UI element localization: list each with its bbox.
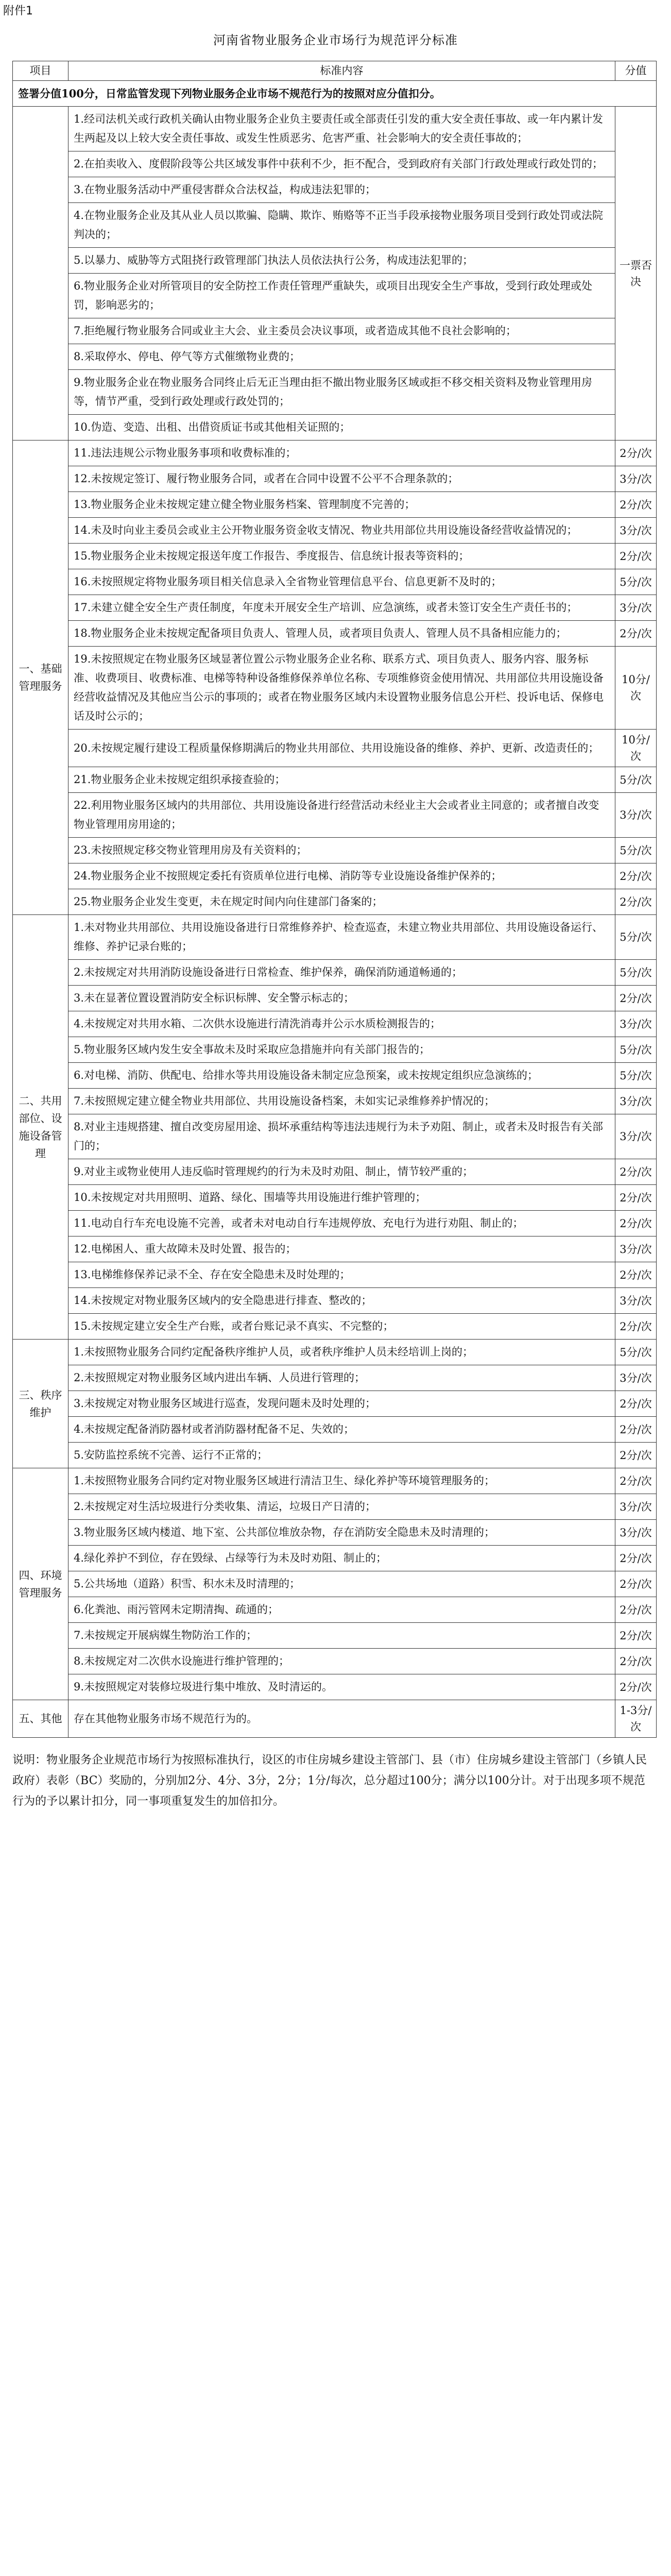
standard-text: 1.未对物业共用部位、共用设施设备进行日常维修养护、检查巡查，未建立物业共用部位、共用设施设备运行、维修、养护记录台账的； (68, 915, 615, 960)
table-row (13, 986, 657, 1011)
table-row (13, 492, 657, 518)
table-row (13, 1520, 657, 1546)
table-row (13, 151, 657, 177)
table-row (13, 767, 657, 793)
standard-text: 15.未按规定建立安全生产台账，或者台账记录不真实、不完整的； (68, 1314, 615, 1340)
header-project: 项目 (13, 61, 68, 81)
table-row (13, 1314, 657, 1340)
score-cell: 5分/次 (615, 915, 657, 960)
table-row (13, 1011, 657, 1037)
score-cell: 3分/次 (615, 466, 657, 492)
standard-text: 12.电梯困人、重大故障未及时处置、报告的； (68, 1236, 615, 1262)
score-cell: 3分/次 (615, 1114, 657, 1159)
standard-text: 20.未按规定履行建设工程质量保修期满后的物业共用部位、共用设施设备的维修、养护、更新、改造责任的； (68, 730, 615, 767)
standard-text: 3.未按规定对物业服务区域进行巡查，发现问题未及时处理的； (68, 1391, 615, 1417)
table-body (13, 81, 657, 1738)
table-row (13, 647, 657, 730)
score-cell: 2分/次 (615, 544, 657, 569)
table-row (13, 1089, 657, 1114)
score-cell: 2分/次 (615, 621, 657, 647)
standard-text: 5.以暴力、威胁等方式阻挠行政管理部门执法人员依法执行公务，构成违法犯罪的； (68, 248, 615, 274)
table-row (13, 440, 657, 466)
table-row (13, 1391, 657, 1417)
score-cell: 5分/次 (615, 960, 657, 986)
standard-text: 4.绿化养护不到位，存在毁绿、占绿等行为未及时劝阻、制止的； (68, 1546, 615, 1571)
table-row (13, 344, 657, 370)
table-row (13, 415, 657, 440)
score-cell: 2分/次 (615, 1623, 657, 1649)
table-row (13, 1571, 657, 1597)
table-row (13, 1288, 657, 1314)
score-cell: 3分/次 (615, 1288, 657, 1314)
score-cell: 5分/次 (615, 1037, 657, 1063)
category-cell: 二、共用部位、设施设备管理 (13, 915, 68, 1340)
standard-text: 4.在物业服务企业及其从业人员以欺骗、隐瞒、欺诈、贿赂等不正当手段承接物业服务项目受到行政处罚或法院判决的； (68, 203, 615, 248)
score-cell: 2分/次 (615, 1417, 657, 1443)
table-row (13, 1063, 657, 1089)
category-cell: 三、秩序维护 (13, 1340, 68, 1468)
score-cell: 2分/次 (615, 1597, 657, 1623)
score-cell: 2分/次 (615, 1314, 657, 1340)
score-cell: 10分/次 (615, 730, 657, 767)
score-cell: 2分/次 (615, 440, 657, 466)
standard-text: 5.物业服务区域内发生安全事故未及时采取应急措施并向有关部门报告的； (68, 1037, 615, 1063)
standard-text: 12.未按规定签订、履行物业服务合同，或者在合同中设置不公平不合理条款的； (68, 466, 615, 492)
table-row (13, 595, 657, 621)
standard-text: 8.采取停水、停电、停气等方式催缴物业费的； (68, 344, 615, 370)
score-cell: 3分/次 (615, 1236, 657, 1262)
standard-text: 7.未按照规定建立健全物业共用部位、共用设施设备档案，未如实记录维修养护情况的； (68, 1089, 615, 1114)
standard-text: 5.公共场地（道路）积雪、积水未及时清理的； (68, 1571, 615, 1597)
standard-text: 18.物业服务企业未按规定配备项目负责人、管理人员，或者项目负责人、管理人员不具备相应能力的； (68, 621, 615, 647)
table-row (13, 793, 657, 838)
score-cell: 3分/次 (615, 1089, 657, 1114)
standard-text: 22.利用物业服务区域内的共用部位、共用设施设备进行经营活动未经业主大会或者业主同意的；或者擅自改变物业管理用房用途的； (68, 793, 615, 838)
score-cell: 2分/次 (615, 1185, 657, 1211)
standard-text: 9.未按照规定对装修垃圾进行集中堆放、及时清运的。 (68, 1674, 615, 1700)
category-cell: 五、其他 (13, 1700, 68, 1738)
standard-text: 8.未按规定对二次供水设施进行维护管理的； (68, 1649, 615, 1674)
table-row (13, 1443, 657, 1468)
category-cell: 一、基础管理服务 (13, 440, 68, 915)
score-cell: 2分/次 (615, 1211, 657, 1236)
standard-text: 13.电梯维修保养记录不全、存在安全隐患未及时处理的； (68, 1262, 615, 1288)
standard-text: 6.对电梯、消防、供配电、给排水等共用设施设备未制定应急预案，或未按规定组织应急演练的； (68, 1063, 615, 1089)
table-row (13, 1185, 657, 1211)
table-row (13, 1597, 657, 1623)
standard-text: 2.在拍卖收入、度假阶段等公共区域发事件中获利不少，拒不配合，受到政府有关部门行政处理或行政处罚的； (68, 151, 615, 177)
standard-text: 9.对业主或物业使用人违反临时管理规约的行为未及时劝阻、制止，情节较严重的； (68, 1159, 615, 1185)
score-cell: 5分/次 (615, 838, 657, 863)
table-row (13, 1546, 657, 1571)
score-cell: 3分/次 (615, 1494, 657, 1520)
scoring-table (12, 61, 657, 1738)
table-row (13, 318, 657, 344)
table-row (13, 960, 657, 986)
standard-text: 5.安防监控系统不完善、运行不正常的； (68, 1443, 615, 1468)
table-row (13, 569, 657, 595)
table-row (13, 203, 657, 248)
standard-text: 存在其他物业服务市场不规范行为的。 (68, 1700, 615, 1738)
score-cell: 3分/次 (615, 1011, 657, 1037)
intro-row (13, 81, 657, 107)
score-cell: 3分/次 (615, 793, 657, 838)
table-row (13, 370, 657, 415)
score-cell: 2分/次 (615, 986, 657, 1011)
standard-text: 11.电动自行车充电设施不完善，或者未对电动自行车违规停放、充电行为进行劝阻、制止的； (68, 1211, 615, 1236)
table-row (13, 1114, 657, 1159)
score-cell: 1-3分/次 (615, 1700, 657, 1738)
table-row (13, 1674, 657, 1700)
score-cell: 2分/次 (615, 1391, 657, 1417)
table-row (13, 248, 657, 274)
standard-text: 10.未按规定对共用照明、道路、绿化、围墙等共用设施进行维护管理的； (68, 1185, 615, 1211)
score-cell: 2分/次 (615, 863, 657, 889)
table-row (13, 1417, 657, 1443)
standard-text: 7.拒绝履行物业服务合同或业主大会、业主委员会决议事项，或者造成其他不良社会影响的； (68, 318, 615, 344)
standard-text: 23.未按照规定移交物业管理用房及有关资料的； (68, 838, 615, 863)
table-row (13, 1365, 657, 1391)
table-row (13, 730, 657, 767)
score-cell: 2分/次 (615, 1546, 657, 1571)
score-cell: 5分/次 (615, 1340, 657, 1365)
score-cell: 2分/次 (615, 1649, 657, 1674)
table-row (13, 1236, 657, 1262)
standard-text: 1.经司法机关或行政机关确认由物业服务企业负主要责任或全部责任引发的重大安全责任事故、或一年内累计发生两起及以上较大安全责任事故、或发生性质恶劣、危害严重、社会影响大的安全责任事故的； (68, 107, 615, 151)
table-row (13, 107, 657, 151)
table-row (13, 1494, 657, 1520)
score-cell: 2分/次 (615, 889, 657, 915)
score-cell: 一票否决 (615, 107, 657, 440)
header-score: 分值 (615, 61, 657, 81)
standard-text: 25.物业服务企业发生变更，未在规定时间内向住建部门备案的； (68, 889, 615, 915)
appendix-label: 附件1 (3, 5, 33, 18)
score-cell: 2分/次 (615, 492, 657, 518)
standard-text: 19.未按照规定在物业服务区域显著位置公示物业服务企业名称、联系方式、项目负责人、服务内容、服务标准、收费项目、收费标准、电梯等特种设备维修保养单位名称、专项维修资金使用情况、共用部位共用设施设备经营收益情况及其他应当公示的事项的；或者在物业服务区域内未设置物业服务信息公开栏、投诉电话、保修电话及时公示的； (68, 647, 615, 730)
standard-text: 14.未及时向业主委员会或业主公开物业服务资金收支情况、物业共用部位共用设施设备经营收益情况的； (68, 518, 615, 544)
table-row (13, 274, 657, 318)
standard-text: 16.未按照规定将物业服务项目相关信息录入全省物业管理信息平台、信息更新不及时的； (68, 569, 615, 595)
standard-text: 7.未按规定开展病媒生物防治工作的； (68, 1623, 615, 1649)
standard-text: 3.未在显著位置设置消防安全标识标牌、安全警示标志的； (68, 986, 615, 1011)
table-row (13, 1700, 657, 1738)
standard-text: 13.物业服务企业未按规定建立健全物业服务档案、管理制度不完善的； (68, 492, 615, 518)
score-cell: 3分/次 (615, 518, 657, 544)
table-row (13, 889, 657, 915)
standard-text: 2.未按照规定对物业服务区域内进出车辆、人员进行管理的； (68, 1365, 615, 1391)
score-cell: 3分/次 (615, 1365, 657, 1391)
table-row (13, 1468, 657, 1494)
score-cell: 2分/次 (615, 1262, 657, 1288)
standard-text: 1.未按照物业服务合同约定配备秩序维护人员，或者秩序维护人员未经培训上岗的； (68, 1340, 615, 1365)
standard-text: 15.物业服务企业未按规定报送年度工作报告、季度报告、信息统计报表等资料的； (68, 544, 615, 569)
standard-text: 3.物业服务区域内楼道、地下室、公共部位堆放杂物，存在消防安全隐患未及时清理的； (68, 1520, 615, 1546)
standard-text: 4.未按规定配备消防器材或者消防器材配备不足、失效的； (68, 1417, 615, 1443)
score-cell: 2分/次 (615, 1159, 657, 1185)
standard-text: 9.物业服务企业在物业服务合同终止后无正当理由拒不撤出物业服务区域或拒不移交相关资料及物业管理用房等，情节严重，受到行政处理或行政处罚的； (68, 370, 615, 415)
standard-text: 21.物业服务企业未按规定组织承接查验的； (68, 767, 615, 793)
table-row (13, 177, 657, 203)
score-cell: 5分/次 (615, 767, 657, 793)
standard-text: 14.未按规定对物业服务区域内的安全隐患进行排查、整改的； (68, 1288, 615, 1314)
table-row (13, 1159, 657, 1185)
standard-text: 17.未建立健全安全生产责任制度，年度未开展安全生产培训、应急演练，或者未签订安全生产责任书的； (68, 595, 615, 621)
table-row (13, 1211, 657, 1236)
standard-text: 24.物业服务企业不按照规定委托有资质单位进行电梯、消防等专业设施设备维护保养的； (68, 863, 615, 889)
table-row (13, 1037, 657, 1063)
table-row (13, 838, 657, 863)
table-row (13, 915, 657, 960)
table-row (13, 466, 657, 492)
score-cell: 2分/次 (615, 1571, 657, 1597)
document-title: 河南省物业服务企业市场行为规范评分标准 (213, 33, 458, 47)
score-cell: 3分/次 (615, 1520, 657, 1546)
standard-text: 2.未按规定对生活垃圾进行分类收集、清运，垃圾日产日清的； (68, 1494, 615, 1520)
standard-text: 8.对业主违规搭建、擅自改变房屋用途、损坏承重结构等违法违规行为未予劝阻、制止，或者未及时报告有关部门的； (68, 1114, 615, 1159)
standard-text: 2.未按规定对共用消防设施设备进行日常检查、维护保养，确保消防通道畅通的； (68, 960, 615, 986)
table-row (13, 1649, 657, 1674)
score-cell: 10分/次 (615, 647, 657, 730)
category-cell (13, 107, 68, 440)
table-row (13, 1262, 657, 1288)
table-row (13, 1623, 657, 1649)
standard-text: 1.未按照物业服务合同约定对物业服务区域进行清洁卫生、绿化养护等环境管理服务的； (68, 1468, 615, 1494)
footnote: 说明：物业服务企业规范市场行为按照标准执行，设区的市住房城乡建设主管部门、县（市）住房城乡建设主管部门（乡镇人民政府）表彰（BC）奖励的，分别加2分、4分、3分，2分；1分/每次，总分超过100分；满分以100分计。对于出现多项不规范行为的予以累计扣分，同一事项重复发生的加倍扣分。 (12, 1754, 647, 1808)
score-cell: 2分/次 (615, 1443, 657, 1468)
header-standard: 标准内容 (68, 61, 615, 81)
standard-text: 6.化粪池、雨污管网未定期清掏、疏通的； (68, 1597, 615, 1623)
standard-text: 10.伪造、变造、出租、出借资质证书或其他相关证照的； (68, 415, 615, 440)
table-row (13, 621, 657, 647)
standard-text: 11.违法违规公示物业服务事项和收费标准的； (68, 440, 615, 466)
standard-text: 6.物业服务企业对所管项目的安全防控工作责任管理严重缺失，或项目出现安全生产事故，受到行政处理或处罚，影响恶劣的； (68, 274, 615, 318)
score-cell: 2分/次 (615, 1468, 657, 1494)
table-row (13, 863, 657, 889)
score-cell: 5分/次 (615, 569, 657, 595)
standard-text: 3.在物业服务活动中严重侵害群众合法权益，构成违法犯罪的； (68, 177, 615, 203)
table-row (13, 518, 657, 544)
score-cell: 5分/次 (615, 1063, 657, 1089)
table-row (13, 544, 657, 569)
category-cell: 四、环境管理服务 (13, 1468, 68, 1700)
score-cell: 3分/次 (615, 595, 657, 621)
standard-text: 4.未按规定对共用水箱、二次供水设施进行清洗消毒并公示水质检测报告的； (68, 1011, 615, 1037)
table-row (13, 1340, 657, 1365)
table-header-row (13, 61, 657, 81)
score-cell: 2分/次 (615, 1674, 657, 1700)
intro-text: 签署分值100分，日常监管发现下列物业服务企业市场不规范行为的按照对应分值扣分。 (13, 81, 657, 107)
